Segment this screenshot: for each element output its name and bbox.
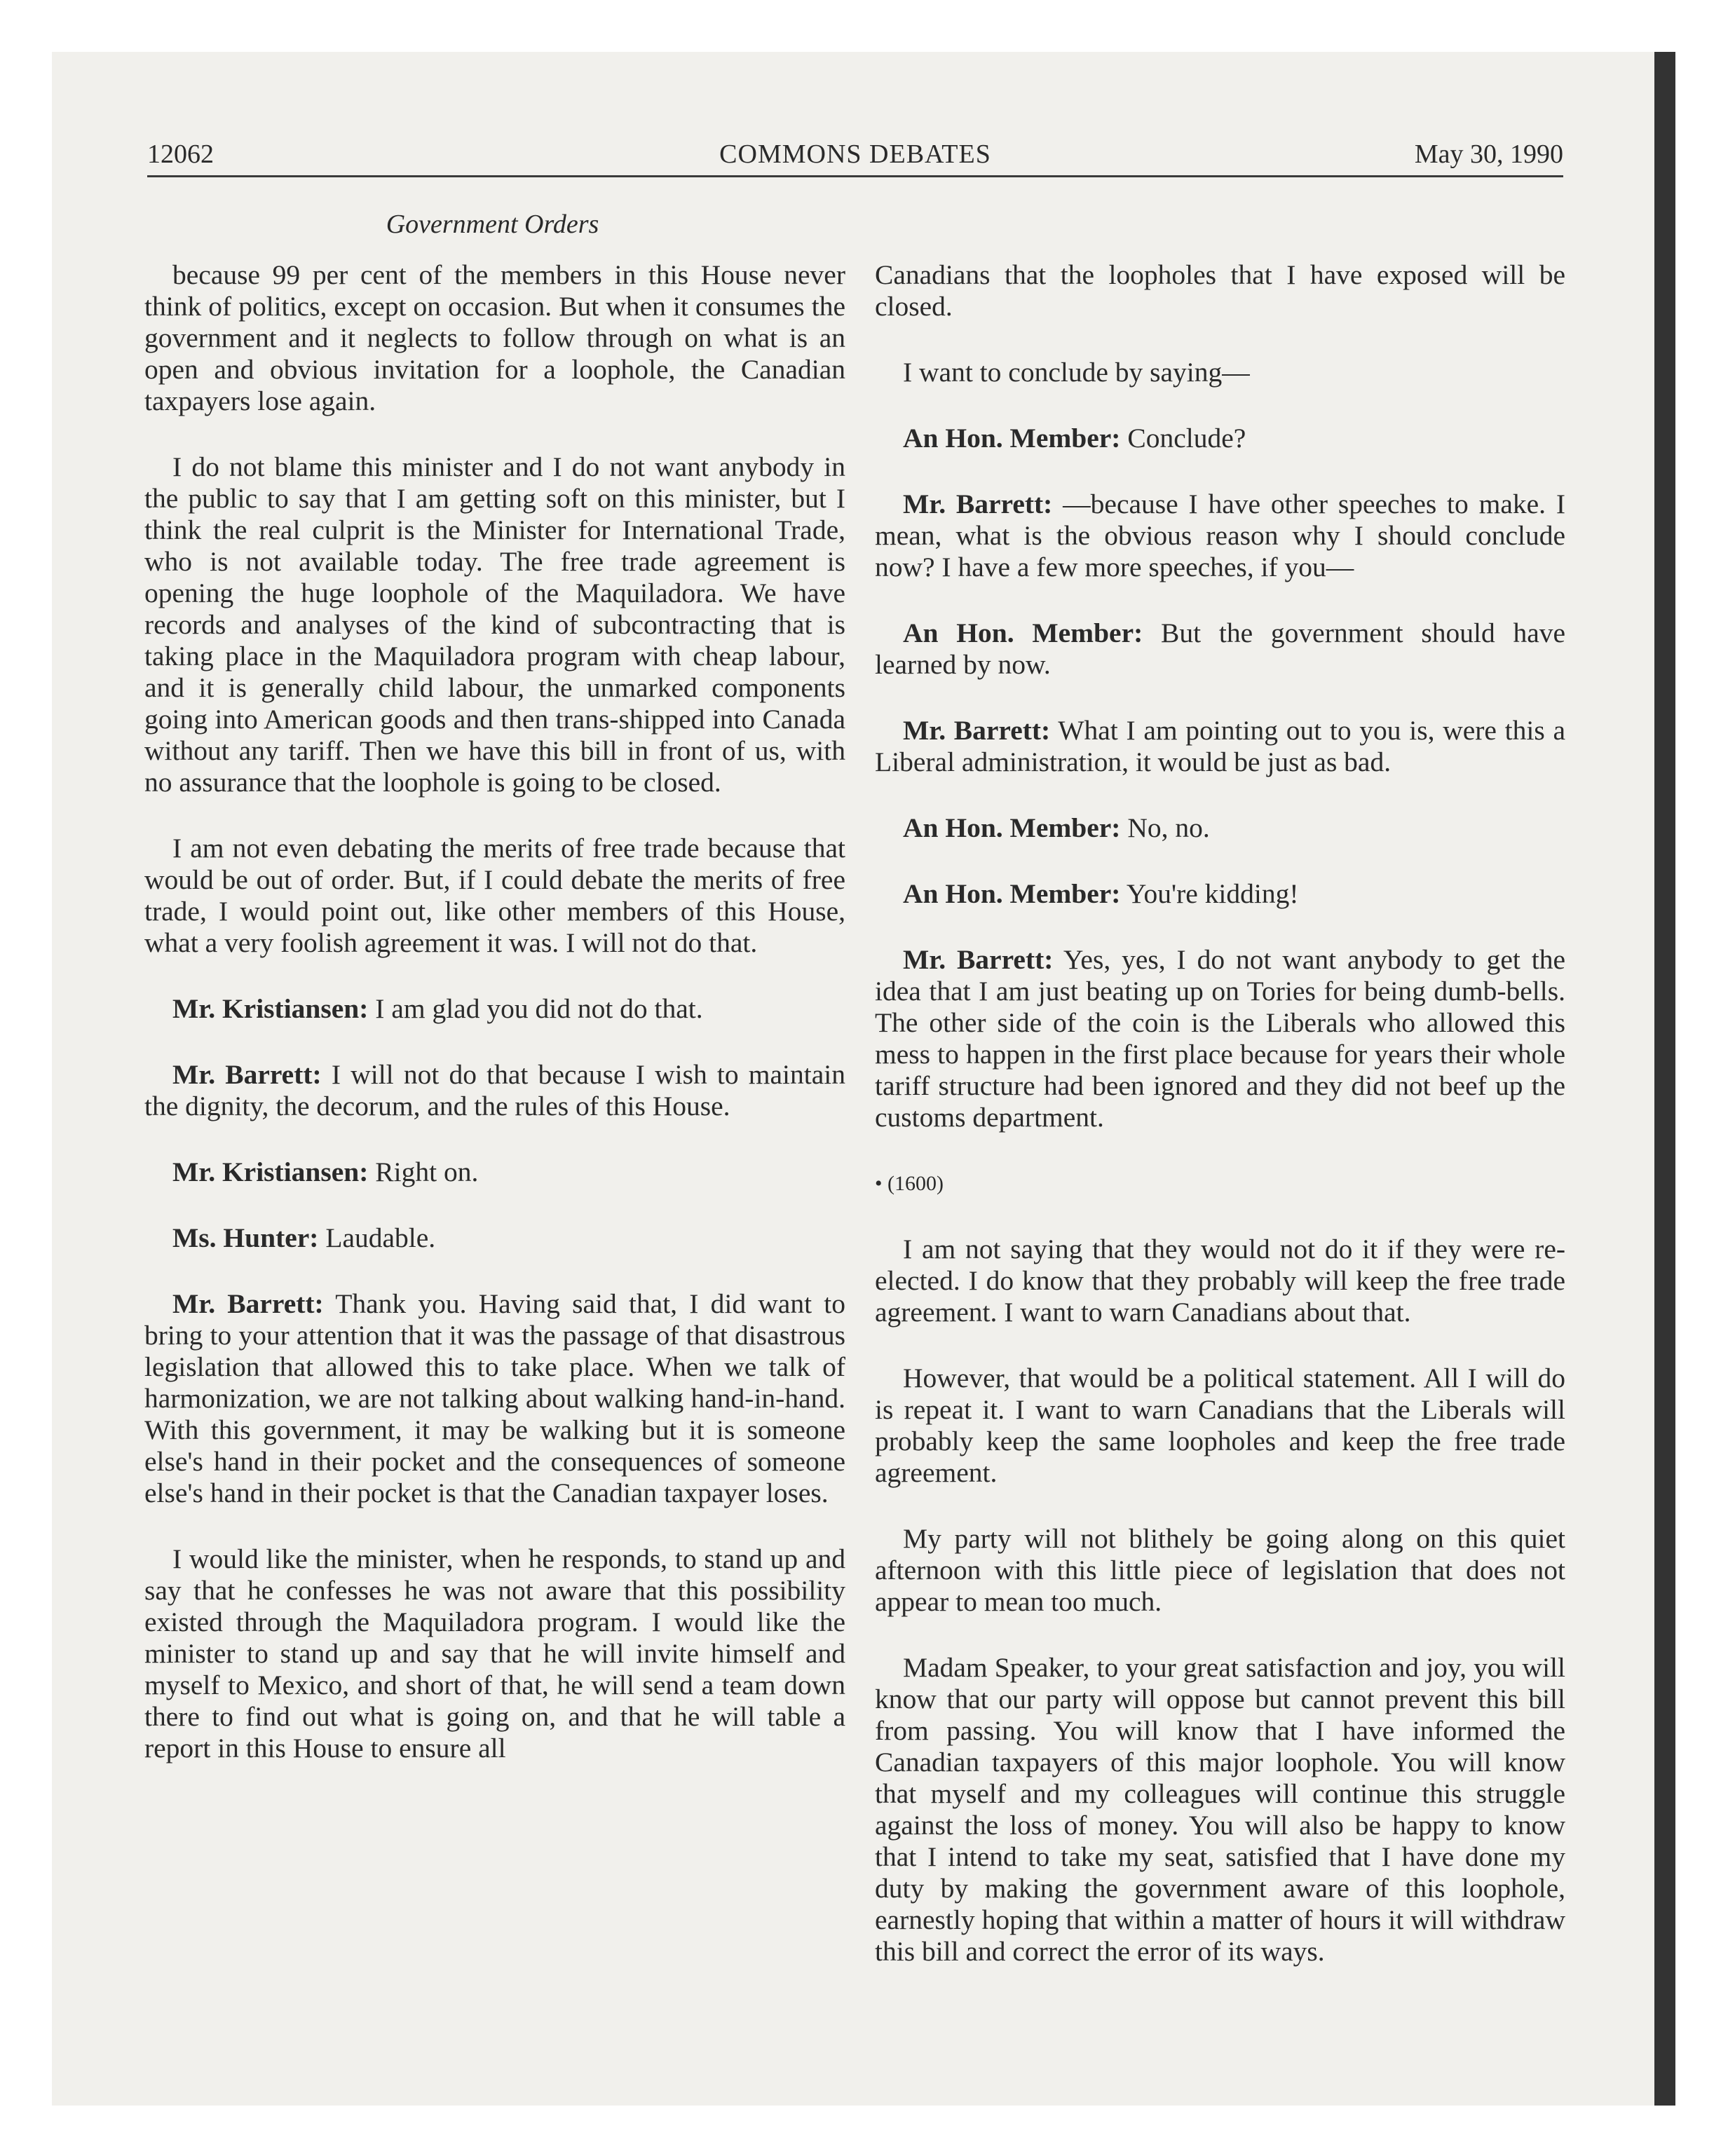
speech-text: What I am pointing out to you is, were this a Liberal administration, it would be just as bad. — [875, 715, 1565, 777]
speech-paragraph — [875, 618, 1565, 681]
speech-text: Conclude? — [1127, 423, 1246, 453]
speech-text: No, no. — [1127, 812, 1210, 843]
speech-paragraph — [875, 944, 1565, 1133]
speech-paragraph — [144, 1059, 845, 1122]
speaker-name: Ms. Hunter: — [172, 1222, 319, 1253]
body-paragraph: However, that would be a political statement. All I will do is repeat it. I want to warn Canadians that the Liberals will probably keep the same loopholes and keep the free trade agreement. — [875, 1363, 1565, 1488]
publication-date: May 30, 1990 — [1414, 139, 1563, 169]
body-paragraph: I would like the minister, when he responds, to stand up and say that he confesses he was not aware that this possibility existed through the Maquiladora program. I would like the minister to stand up and say that he will invite himself and myself to Mexico, and short of that, he will send a team down there to find out what is going on, and that he will table a report in this House to ensure all — [144, 1543, 845, 1763]
body-paragraph: I want to conclude by saying— — [903, 357, 1250, 388]
speech-text: Laudable. — [325, 1222, 436, 1253]
body-paragraph: I am not saying that they would not do it if they were re-elected. I do know that they probably will keep the free trade agreement. I want to warn Canadians about that. — [875, 1234, 1565, 1328]
page-header — [147, 133, 1563, 175]
speech-paragraph — [144, 993, 845, 1025]
body-paragraph: I am not even debating the merits of free trade because that would be out of order. But, if I could debate the merits of free trade, I would point out, like other members of this House, what a very foolish agreement it was. I will not do that. — [144, 833, 845, 958]
speaker-name: Mr. Barrett: — [903, 944, 1054, 975]
body-paragraph: My party will not blithely be going along on this quiet afternoon with this little piece of legislation that does not appear to mean too much. — [875, 1523, 1565, 1617]
speech-text: Thank you. Having said that, I did want to bring to your attention that it was the passage of that disastrous legislation that allowed this to take place. When we talk of harmonization, we are not talking about walking hand-in-hand. With this government, it may be walking but it is someone else's hand in their pocket and the consequences of someone else's hand in their pocket is that the Canadian taxpayer loses. — [144, 1288, 845, 1508]
speaker-name: An Hon. Member: — [903, 423, 1121, 453]
speech-text: Right on. — [375, 1157, 479, 1187]
header-rule — [147, 175, 1563, 177]
left-column — [144, 259, 845, 1799]
speaker-name: An Hon. Member: — [903, 878, 1121, 909]
right-column — [875, 259, 1565, 2002]
speaker-name: Mr. Barrett: — [172, 1288, 324, 1319]
speech-text: I will not do that because I wish to maintain the dignity, the decorum, and the rules of this House. — [144, 1059, 845, 1121]
publication-title: COMMONS DEBATES — [719, 139, 991, 169]
speech-text: You're kidding! — [1126, 878, 1299, 909]
speech-paragraph — [875, 715, 1565, 778]
speech-paragraph — [144, 1157, 845, 1188]
continued-paragraph: Canadians that the loopholes that I have exposed will be closed. — [875, 259, 1565, 322]
speech-text: I am glad you did not do that. — [375, 993, 703, 1024]
speaker-name: Mr. Kristiansen: — [172, 1157, 369, 1187]
speech-text: But the government should have learned by now. — [875, 618, 1566, 680]
speech-paragraph — [875, 878, 1565, 910]
speech-text: Yes, yes, I do not want anybody to get the idea that I am just beating up on Tories for being dumb-bells. The other side of the coin is the Liberals who allowed this mess to happen in the first place because for years their whole tariff structure had been ignored and they did not beef up the customs department. — [875, 944, 1565, 1133]
speaker-name: Mr. Kristiansen: — [172, 993, 369, 1024]
speech-paragraph — [875, 812, 1565, 844]
speaker-name: An Hon. Member: — [903, 812, 1121, 843]
section-title: Government Orders — [386, 210, 599, 239]
speaker-name: Mr. Barrett: — [903, 489, 1053, 519]
speech-paragraph — [144, 1222, 845, 1254]
speaker-name: Mr. Barrett: — [172, 1059, 322, 1090]
speaker-name: An Hon. Member: — [903, 618, 1143, 648]
page-number: 12062 — [147, 139, 214, 169]
body-paragraph: Madam Speaker, to your great satisfaction and joy, you will know that our party will oppose but cannot prevent this bill from passing. You will know that I have informed the Canadian taxpayers of this major loophole. You will know that myself and my colleagues will continue this struggle against the loss of money. You will also be happy to know that I intend to take my seat, satisfied that I have done my duty by making the government aware of this loophole, earnestly hoping that within a matter of hours it will withdraw this bill and correct the error of its ways. — [875, 1652, 1565, 1967]
binding-edge — [1654, 52, 1675, 2106]
body-paragraph: because 99 per cent of the members in this House never think of politics, except on occasion. But when it consumes the government and it neglects to follow through on what is an open and obvious invitation for a loophole, the Canadian taxpayers lose again. — [144, 259, 845, 416]
speaker-name: Mr. Barrett: — [903, 715, 1051, 746]
speech-paragraph — [875, 423, 1565, 454]
speech-paragraph — [144, 1288, 845, 1509]
body-paragraph: I do not blame this minister and I do not want anybody in the public to say that I am getting soft on this minister, but I think the real culprit is the Minister for International Trade, who is not available today. The free trade agreement is opening the huge loophole of the Maquiladora. We have records and analyses of the kind of subcontracting that is taking place in the Maquiladora program with cheap labour, and it is generally child labour, the unmarked components going into American goods and then trans-shipped into Canada without any tariff. Then we have this bill in front of us, with no assurance that the loophole is going to be closed. — [144, 451, 845, 798]
speech-text: —because I have other speeches to make. I mean, what is the obvious reason why I should conclude now? I have a few more speeches, if you— — [875, 489, 1565, 582]
speech-paragraph — [875, 489, 1565, 583]
time-marker: • (1600) — [875, 1172, 944, 1195]
